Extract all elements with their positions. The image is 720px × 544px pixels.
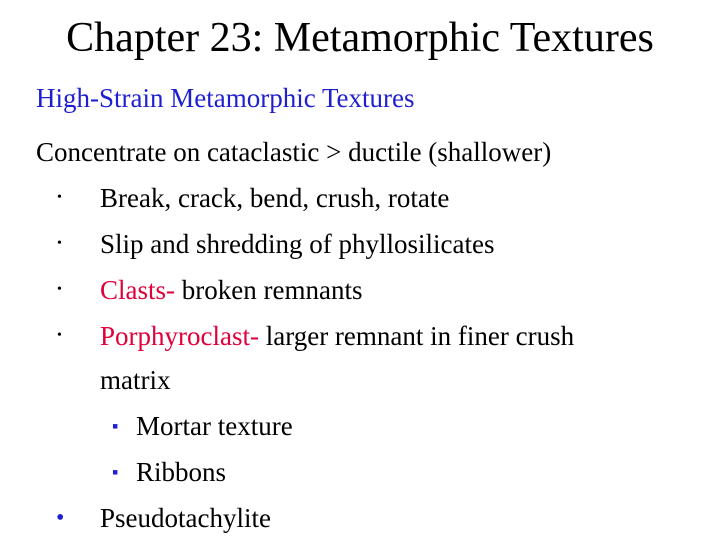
bullet-text-4-continuation: matrix xyxy=(100,365,171,395)
bullet-text-4 xyxy=(100,316,574,356)
bullet-item-5 xyxy=(36,498,706,544)
round-bullet-icon: • xyxy=(56,505,65,531)
bullet-item-1 xyxy=(36,178,706,224)
square-bullet-icon: ▪ xyxy=(112,462,119,482)
bullet-item-3 xyxy=(36,270,706,316)
bullet-text-1: Break, crack, bend, crush, rotate xyxy=(100,183,450,213)
intro-text: Concentrate on cataclastic > ductile (shallower) xyxy=(36,137,552,167)
bullet-text-3 xyxy=(100,270,362,310)
sub-bullet-item-1 xyxy=(36,406,706,452)
bullet-text-2: Slip and shredding of phyllosilicates xyxy=(100,229,495,259)
porphyroclast-term: Porphyroclast- xyxy=(100,321,259,351)
slide-body xyxy=(36,132,706,544)
square-bullet-icon: ▪ xyxy=(112,416,119,436)
bullet-text-5: Pseudotachylite xyxy=(100,503,271,533)
bullet-item-4-continuation xyxy=(36,360,706,406)
small-round-bullet-icon: • xyxy=(57,328,62,343)
intro-line xyxy=(36,132,706,178)
sub-bullet-text-1: Mortar texture xyxy=(136,411,293,441)
sub-bullet-item-2 xyxy=(36,452,706,498)
clasts-term: Clasts- xyxy=(100,275,176,305)
sub-bullet-text-2: Ribbons xyxy=(136,457,227,487)
small-round-bullet-icon: • xyxy=(57,236,62,251)
slide-subtitle: High-Strain Metamorphic Textures xyxy=(36,83,415,113)
bullet-item-2 xyxy=(36,224,706,270)
small-round-bullet-icon: • xyxy=(57,282,62,297)
porphyroclast-definition: larger remnant in finer crush xyxy=(258,321,575,351)
small-round-bullet-icon: • xyxy=(57,190,62,205)
clasts-definition: broken remnants xyxy=(175,275,363,305)
slide-title: Chapter 23: Metamorphic Textures xyxy=(66,15,654,61)
bullet-item-4 xyxy=(36,316,706,360)
